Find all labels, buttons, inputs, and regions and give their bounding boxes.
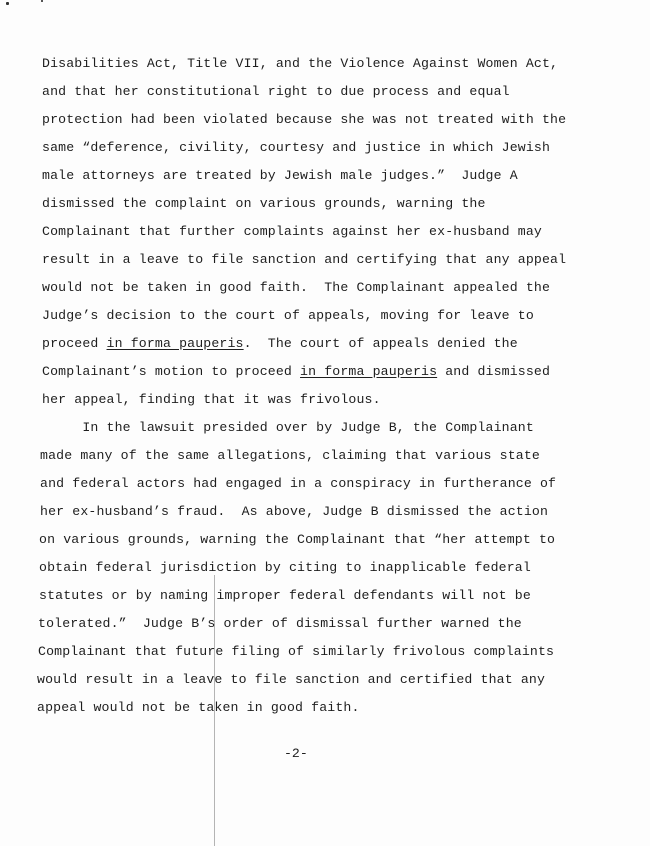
text-line: her ex-husband’s fraud. As above, Judge B dismissed the action bbox=[40, 504, 549, 519]
text-line: and federal actors had engaged in a conspiracy in furtherance of bbox=[40, 476, 557, 491]
text-line: her appeal, finding that it was frivolous. bbox=[42, 392, 381, 407]
text-line: would result in a leave to file sanction and certified that any bbox=[37, 672, 546, 687]
text-line: and that her constitutional right to due process and equal bbox=[42, 84, 510, 99]
text-span: and dismissed bbox=[437, 364, 551, 379]
text-line: Complainant that future filing of similarly frivolous complaints bbox=[38, 644, 555, 659]
scan-artifact bbox=[41, 0, 43, 2]
text-line: obtain federal jurisdiction by citing to inapplicable federal bbox=[39, 560, 531, 575]
text-line: appeal would not be taken in good faith. bbox=[37, 700, 360, 715]
text-line: made many of the same allegations, claiming that various state bbox=[40, 448, 540, 463]
page-number: -2- bbox=[284, 746, 308, 761]
text-line: same “deference, civility, courtesy and justice in which Jewish bbox=[42, 140, 551, 155]
text-line: In the lawsuit presided over by Judge B, the Complainant bbox=[42, 420, 534, 435]
text-line: on various grounds, warning the Complainant that “her attempt to bbox=[39, 532, 556, 547]
text-line: male attorneys are treated by Jewish male judges.” Judge A bbox=[42, 168, 518, 183]
text-line: Complainant that further complaints against her ex-husband may bbox=[42, 224, 542, 239]
text-line: result in a leave to file sanction and certifying that any appeal bbox=[42, 252, 567, 267]
underlined-term: in forma pauperis bbox=[300, 364, 438, 379]
underlined-term: in forma pauperis bbox=[106, 336, 244, 351]
text-line: tolerated.” Judge B’s order of dismissal further warned the bbox=[38, 616, 522, 631]
text-line bbox=[42, 364, 550, 380]
text-line: protection had been violated because she was not treated with the bbox=[42, 112, 567, 127]
text-line: Judge’s decision to the court of appeals, moving for leave to bbox=[42, 308, 534, 323]
text-span: Complainant’s motion to proceed bbox=[42, 364, 301, 379]
text-span: proceed bbox=[42, 336, 107, 351]
text-line bbox=[42, 336, 518, 352]
text-line: would not be taken in good faith. The Complainant appealed the bbox=[42, 280, 551, 295]
text-line: dismissed the complaint on various grounds, warning the bbox=[42, 196, 486, 211]
text-span: . The court of appeals denied the bbox=[243, 336, 518, 351]
scan-artifact bbox=[6, 2, 9, 5]
text-line: statutes or by naming improper federal defendants will not be bbox=[39, 588, 531, 603]
text-line: Disabilities Act, Title VII, and the Violence Against Women Act, bbox=[42, 56, 559, 71]
